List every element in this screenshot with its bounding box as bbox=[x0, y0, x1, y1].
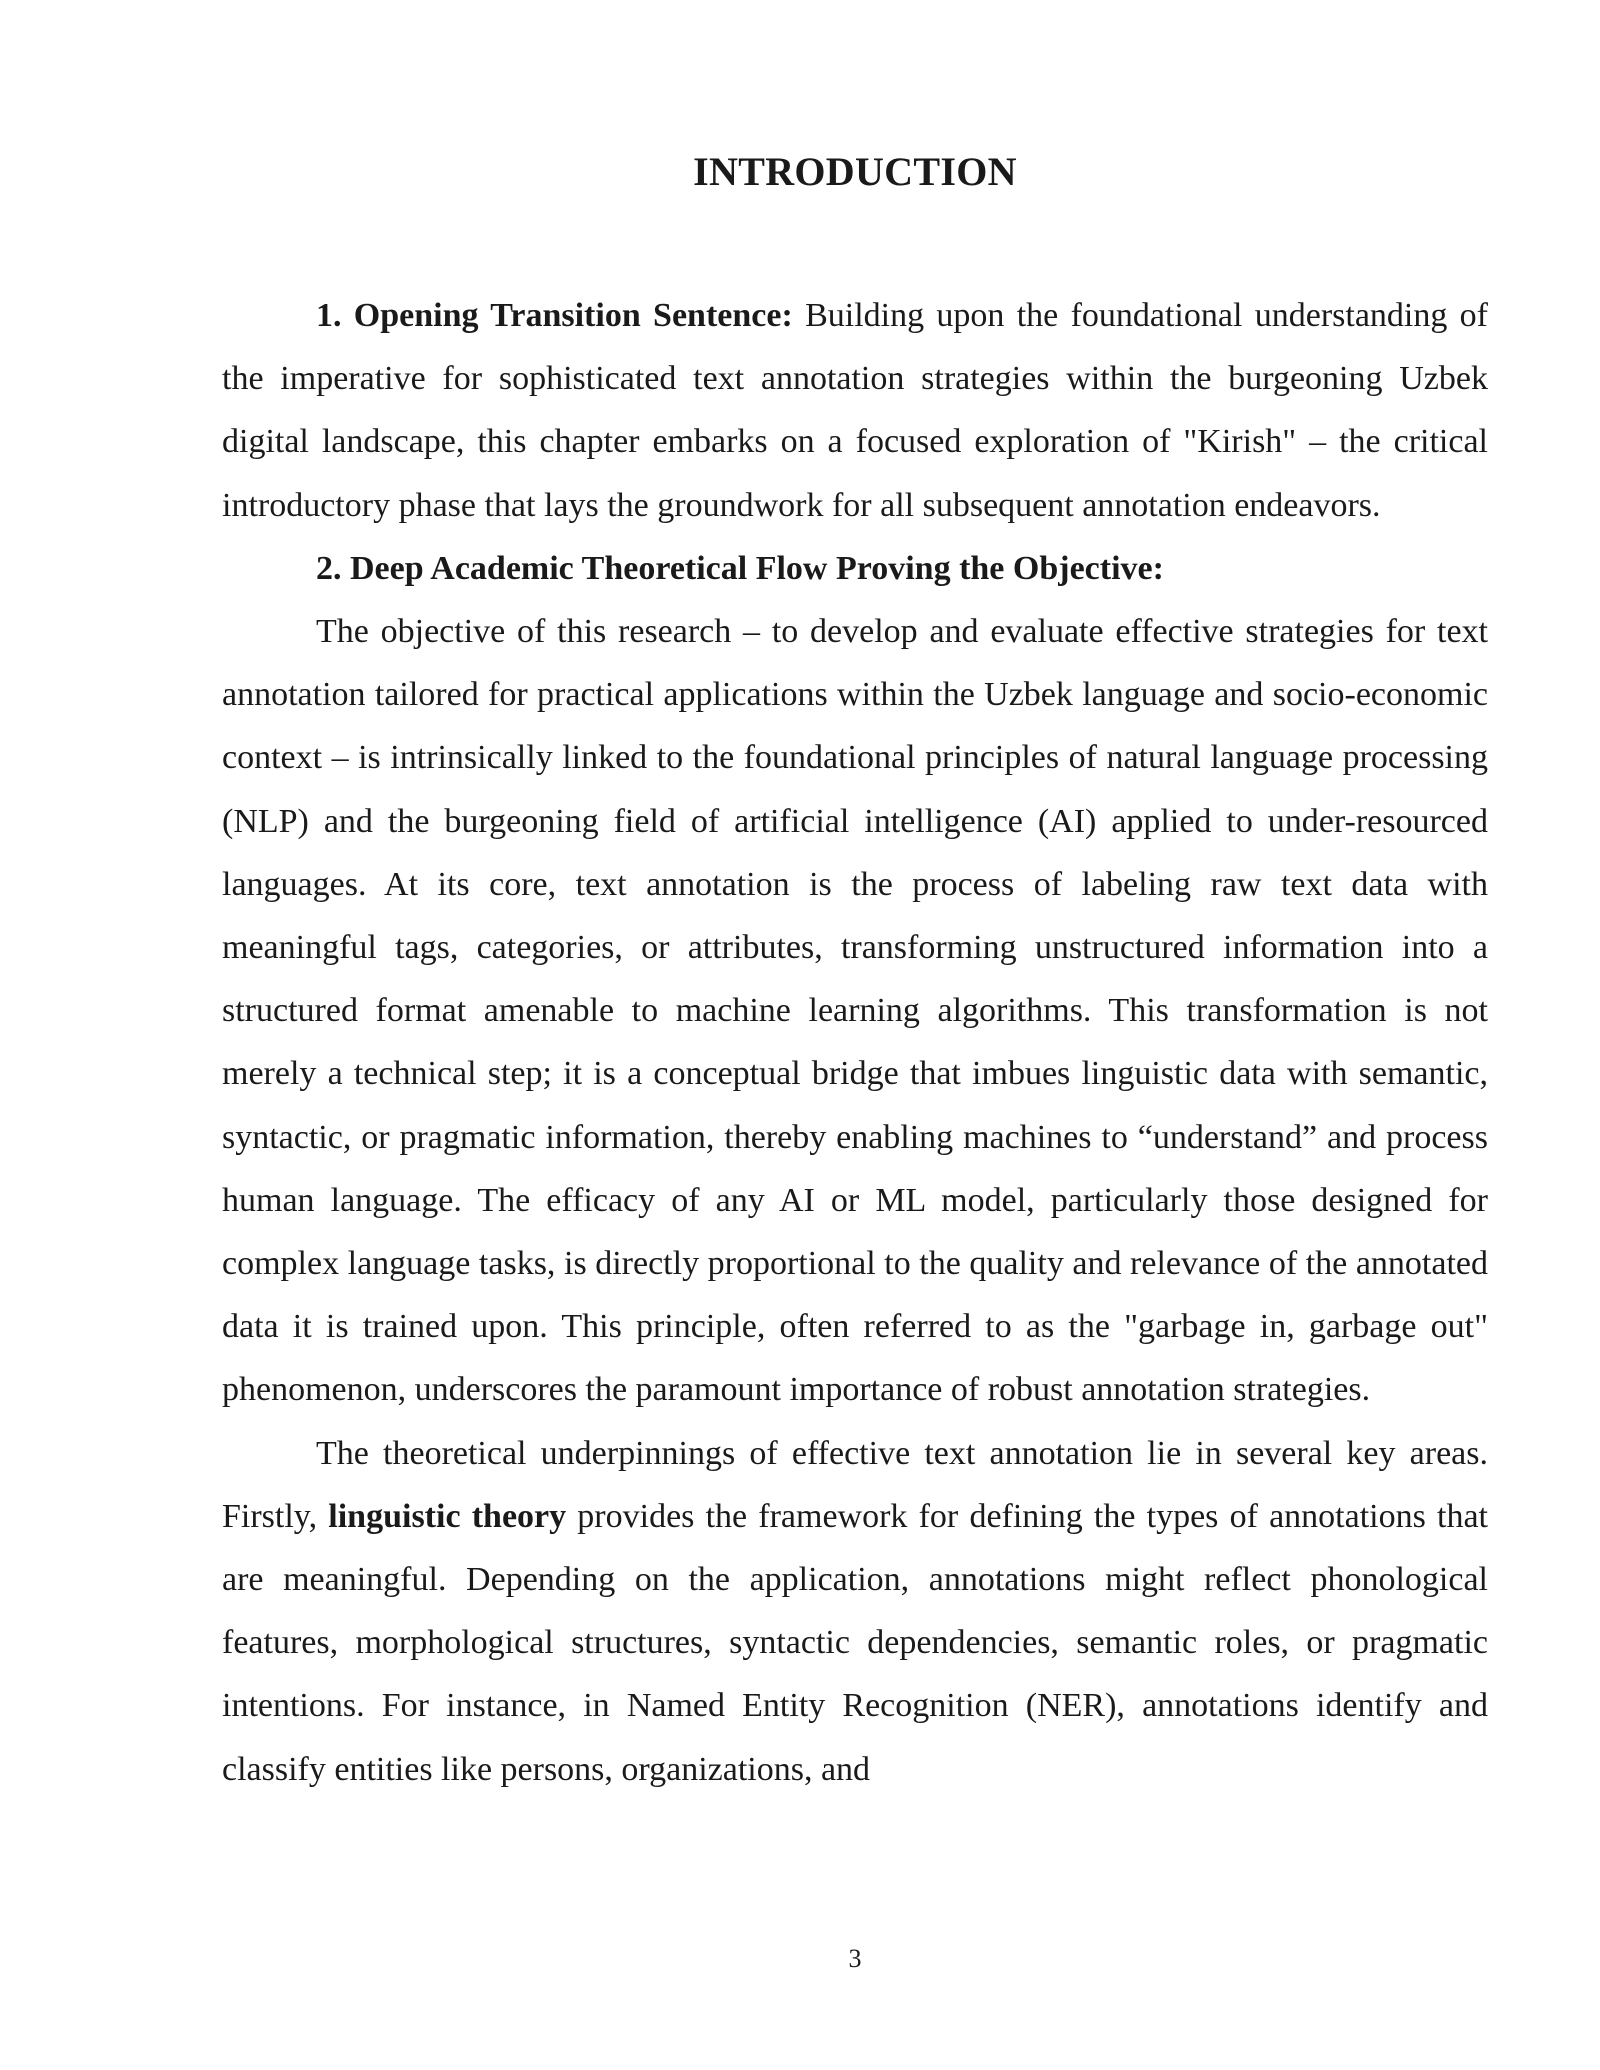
paragraph-text: Building upon the foundational understanding of the imperative for sophisticated text annotation strategies within the burgeoning Uzbek digital landscape, this chapter embarks on a focused exploration of "Kirish" – the critical introductory phase that lays the groundwork for all subsequent annotation endeavors. bbox=[222, 297, 1488, 524]
paragraph-theoretical-underpinnings bbox=[222, 1422, 1488, 1801]
bold-term: linguistic theory bbox=[328, 1497, 567, 1535]
paragraph-opening-transition bbox=[222, 284, 1488, 537]
document-body bbox=[222, 284, 1488, 1801]
paragraph-text: provides the framework for defining the types of annotations that are meaningful. Depending on the application, annotations might reflect phonological features, morphological structures, syntactic dependencies, semantic roles, or pragmatic intentions. For instance, in Named Entity Recognition (NER), annotations identify and classify entities like persons, organizations, and bbox=[222, 1497, 1488, 1788]
page-title: INTRODUCTION bbox=[693, 149, 1017, 194]
section-heading: 2. Deep Academic Theoretical Flow Proving the Objective: bbox=[316, 549, 1164, 587]
paragraph-objective: The objective of this research – to develop and evaluate effective strategies for text annotation tailored for practical applications within the Uzbek language and socio-economic context – is intrinsically linked to the foundational principles of natural language processing (NLP) and the burgeoning field of artificial intelligence (AI) applied to under-resourced languages. At its core, text annotation is the process of labeling raw text data with meaningful tags, categories, or attributes, transforming unstructured information into a structured format amenable to machine learning algorithms. This transformation is not merely a technical step; it is a conceptual bridge that imbues linguistic data with semantic, syntactic, or pragmatic information, thereby enabling machines to “understand” and process human language. The efficacy of any AI or ML model, particularly those designed for complex language tasks, is directly proportional to the quality and relevance of the annotated data it is trained upon. This principle, often referred to as the "garbage in, garbage out" phenomenon, underscores the paramount importance of robust annotation strategies. bbox=[222, 613, 1488, 1409]
paragraph-text: The theoretical underpinnings of effective text annotation lie in several key areas. Firstly, bbox=[222, 1434, 1488, 1535]
page-number: 3 bbox=[848, 1944, 862, 1973]
paragraph-lead-label: 1. Opening Transition Sentence: bbox=[316, 297, 793, 334]
